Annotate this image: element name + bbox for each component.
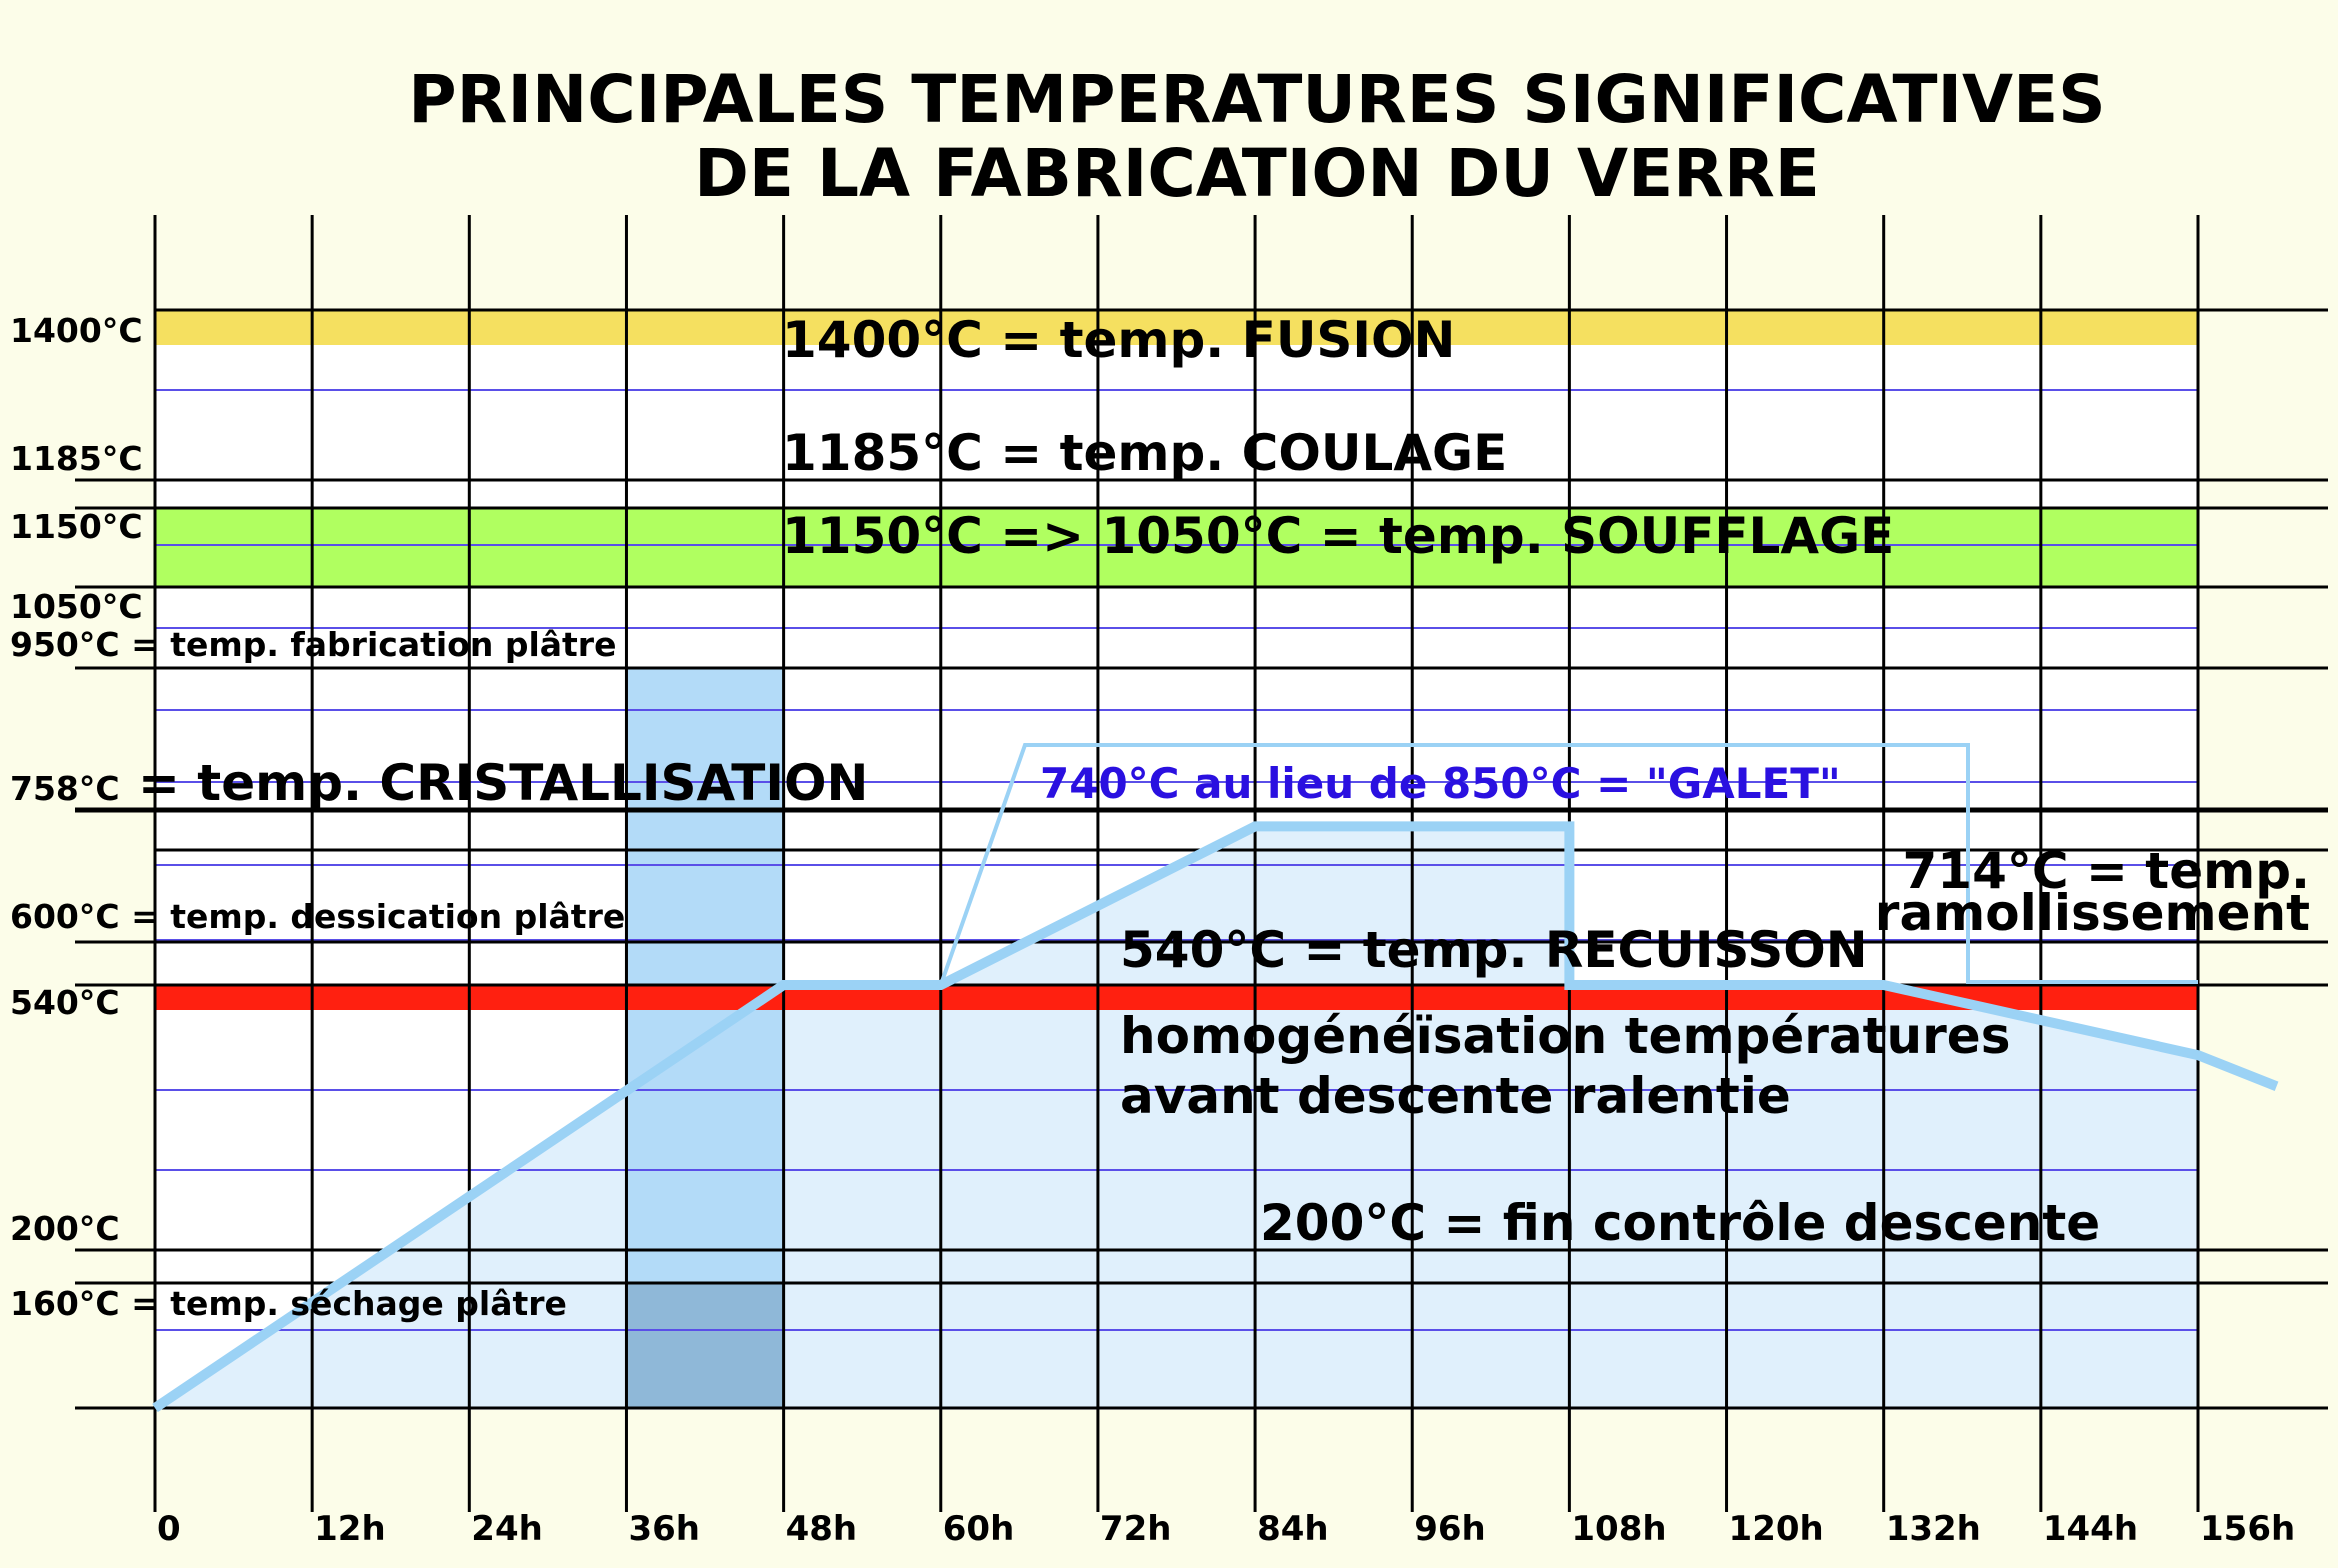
x-tick-label: 120h [1728,1509,1824,1549]
band-label-1: 1150°C => 1050°C = temp. SOUFFLAGE [782,507,1895,565]
annotation: avant descente ralentie [1120,1067,1791,1125]
x-tick-label: 36h [628,1509,700,1549]
x-tick-label: 144h [2042,1509,2139,1549]
y-axis-label: 1400°C [10,311,143,350]
x-tick-label: 156h [2200,1509,2296,1549]
annotation: 740°C au lieu de 850°C = "GALET" [1040,759,1841,808]
annotation: 1185°C = temp. COULAGE [782,424,1508,482]
y-axis-label: 1150°C [10,507,143,546]
y-axis-label: 758°C [10,769,120,808]
x-tick-label: 96h [1414,1509,1486,1549]
x-tick-label: 132h [1885,1509,1981,1549]
y-axis-label: 600°C = temp. dessication plâtre [10,897,626,936]
annotation: 714°C = temp. [1902,842,2310,900]
x-tick-label: 24h [471,1509,543,1549]
x-tick-label: 0 [157,1509,181,1549]
highlight-column-1 [626,1283,783,1408]
chart-title-line-1: PRINCIPALES TEMPERATURES SIGNIFICATIVES [408,61,2106,138]
annotation: = temp. CRISTALLISATION [138,754,869,812]
y-axis-label: 1185°C [10,439,143,478]
x-tick-label: 48h [785,1509,858,1549]
y-axis-label: 1050°C [10,587,143,626]
y-axis-label: 540°C [10,983,120,1022]
x-tick-label: 72h [1099,1509,1172,1549]
y-axis-label: 950°C = temp. fabrication plâtre [10,625,617,664]
x-tick-label: 60h [942,1509,1015,1549]
y-axis-label: 160°C = temp. séchage plâtre [10,1284,567,1323]
band-label-2: 540°C = temp. RECUISSON [1120,921,1868,979]
band-label-0: 1400°C = temp. FUSION [782,311,1456,369]
annotation: ramollissement [1874,884,2310,942]
annotation: homogénéïsation températures [1120,1007,2011,1065]
x-tick-label: 12h [314,1509,386,1549]
x-tick-label: 84h [1257,1509,1329,1549]
x-tick-label: 108h [1571,1509,1667,1549]
chart-title-line-2: DE LA FABRICATION DU VERRE [694,135,1820,212]
annotation: 200°C = fin contrôle descente [1260,1194,2101,1252]
y-axis-label: 200°C [10,1209,120,1248]
